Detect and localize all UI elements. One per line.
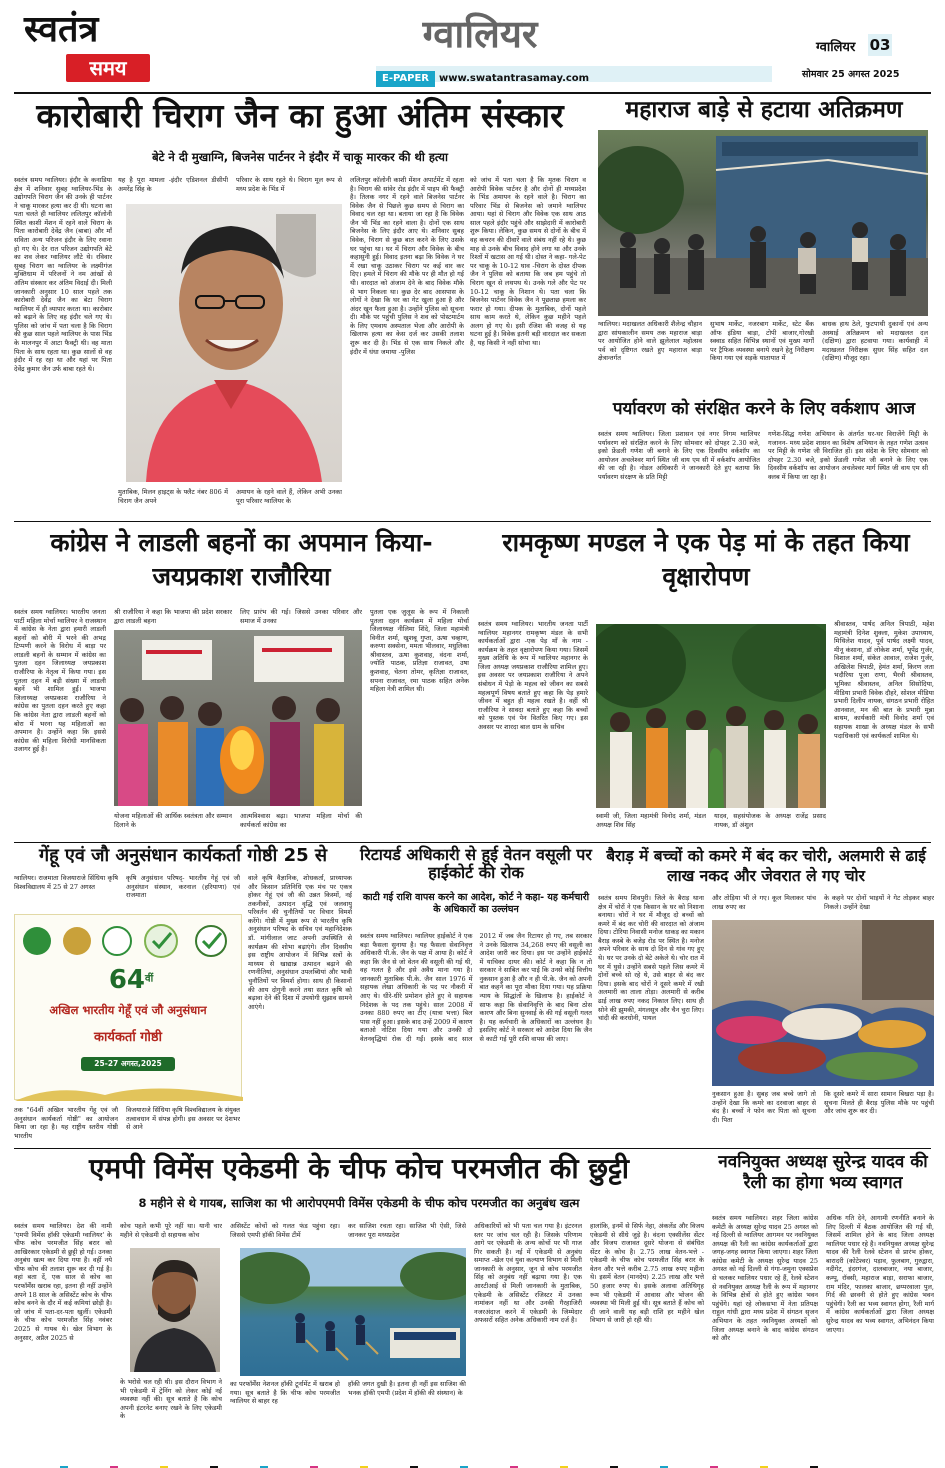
masthead-divider: [14, 92, 931, 94]
story8-col2-bottom: नुकसान हुआ है। सुबह जब बच्चे जागे तो उन्होंने देखा कि कमरे का दरवाजा बाहर से बंद है। बच्चों ने फोन कर पिता को सूचना दी। पिता: [712, 1090, 816, 1124]
epaper-label: E-PAPER: [376, 71, 435, 87]
story-hockey-coach: [14, 1152, 704, 1458]
street-scene-illustration: [598, 130, 928, 316]
story8-col3-top: के कहने पर दोनों भाइयों ने गेट तोड़कर बाहर निकले। उन्होंने देखा: [824, 894, 934, 911]
poster-number: $64^{वीं}$: [108, 965, 154, 995]
protest-illustration: [114, 630, 362, 806]
story-highcourt: [360, 846, 592, 1146]
story1-col5: को जांच में पता चला है कि मृतक चिराग व आरोपी विवेक पार्टनर है और दोनों ही मध्यप्रदेश के भिंड अमायन के रहने वाले है। चिराग का परिवार भिंड से बिजनेस को जमाने ग्वालियर आया। यहां से चिराग और विवेक एक साथ आठ साल पहले इंदौर पहुंचे और साझेदारी में कारोबारी शुरू किया। लेकिन, कुछ समय से दोनों के बीच में वह कचरन की दीवारें वाले संबंध नहीं रहे थे। कुछ माह से उनके बीच विवाद होने लगा था और उनके रिश्तों में खटास आ गई थी। दोस्त ने कहा- गले-पेट पर चाकू के 10-12 घाव -चिराग के दोस्त दीपक जैन ने पुलिस को बताया कि जब हम पहुंचे तो चिराग खून से लथपथ थे। उनके गले और पेट पर 10-12 चाकू के निशान थे। पता चला कि बिजनेस पार्टनर विवेक जैन ने पूछताछ हमला कर फरार हो गया। दीपक के मुताबिक, दोनों पहले साथ काम करते थे, लेकिन कुछ महीने पहले अलग हो गए थे। इसी रंजिश की वजह से यह घटना हुई है। विवेक इतनी बड़ी वारदात कर सकता है, यह किसी ने नहीं सोचा था।: [470, 176, 586, 347]
story9-col5: अधिकारियों को भी पता चल गया है। इंटरनल स्तर पर जांच चल रही है। जिसके परिणाम आगे पर एकेडमी के अन्य कोचों पर भी गाज गिर सकती है। नई में एकेडमी से अनुबंध समाप्त -खेल एवं युवा कल्याण विभाग से मिली जानकारी के अनुसार, जून से कोच परमजीत सिंह को अनुबंध नहीं बढ़ाया गया है। एक आरटीआई से मिली जानकारी के मुताबिक, एकेडमी के असिस्टेंट रजिस्टर में उनका नामांकन नहीं था और उनकी गैरहाजिरी नजरअंदाज करने में एकेडमी के जिम्मेदार अफसरों सहित अनेक अधिकारी नाम दर्ज है।: [474, 1222, 582, 1325]
story5-col2-bottom: स्वामी जी, जिला महामंत्री विनोद शर्मा, मंडल अध्यक्ष शिव सिंह: [596, 812, 706, 829]
story4-col3-top: लिए प्रारंभ की गई। जिससे उनका परिवार और समाज में उनका: [240, 608, 362, 625]
story1-col3-top: परिवार के साथ रहते थे। चिराग मूल रूप से मध्य प्रदेश के भिंड में: [236, 176, 342, 193]
story7-body: स्वतंत्र समय ग्वालियर। ग्वालियर हाईकोर्ट ने एक बड़ा फैसला सुनाया है। यह फैसला सेवानिवृत्त अधिकारी पी.के. जैन के पक्ष में आया है। कोर्ट ने कहा कि जैन से जो वेतन की वसूली की गई थी, वह गलत है और इसे अवैध माना गया है। जानकारी मुताबिक पी.के. जैन साल 1976 में सहायक लेखा अधिकारी के पद पर नौकरी में आए थे। धीरे-धीरे प्रमोशन होते हुए वे सहायक निदेशक के पद तक पहुंचे। साल 2008 में उनका 880 रुपए का टीए (यात्रा भत्ता) बिल पास नहीं हुआ। इसके बाद उन्हें 2009 में कारण बताओ नोटिस दिया गया और उनकी दो वेतनवृद्धियां रोक दी गईं। इसके बाद साल 2012 में जब जैन रिटायर हो गए, तब सरकार ने उनके खिलाफ 34,268 रुपए की वसूली का आदेश जारी कर दिया। इस पर उन्होंने हाईकोर्ट में याचिका दायर की। कोर्ट ने कहा कि न तो सरकार ने साबित कर पाई कि उनसे कोई वित्तीय नुकसान हुआ है और न ही पी.के. जैन को अपनी बात कहने का पूरा मौका दिया गया। यह प्रक्रिया न्याय के सिद्धांतों के खिलाफ है। हाईकोर्ट ने साफ कहा कि सेवानिवृत्ति के बाद बिना ठोस कारण और बिना सुनवाई के की गई वसूली गलत है। यह कर्मचारी के अधिकारों का उल्लंघन है। इसलिए कोर्ट ने सरकार को आदेश दिया कि जैन से काटी गई पूरी राशि वापस की जाए।: [360, 932, 592, 1043]
story9-col6: हालांकि, इनमें से सिर्फ नेहा, अंकलेंड और विजय एकेडमी से सीधे जुड़े है। वंदना एक्सीलेंस सेंटर और विजय राजावत दूसरे योजना से संबंधित सेंटर के कोच है। 2.75 लाख वेतन-भत्ते - एकेडमी के चीफ कोच परमजीत सिंह बरार के वेतन और भत्ते करीब 2.75 लाख रुपए महीना थे। इसमें वेतन (मानदेय) 2.25 लाख और भत्ते 50 हजार रुपए थे। इसके अलावा अतिथिगृह रूम भी एकेडमी में आवास और भोजन की व्यवस्था भी मिली हुई थी। सूत्र बताते हैं कोच को दी जाने वाली यह बड़ी राशि हर महीने खेल विभाग से जारी हो रही थी।: [590, 1222, 704, 1325]
story9-headline[interactable]: एमपी विमेंस एकेडमी के चीफ कोच परमजीत की छुट्टी: [89, 1152, 629, 1185]
website-url[interactable]: www.swatantrasamay.com: [439, 73, 590, 84]
page-info: [788, 32, 938, 86]
story5-col1: स्वतंत्र समय ग्वालियर। भारतीय जनता पार्टी ग्वालियर महानगर रामकृष्ण मंडल के सभी कार्यकर्ताओं द्वारा -एक पेड़ माँ के नाम - कार्यक्रम के तहत वृक्षारोपण किया गया। जिसमें मुख्य अतिथि के रूप में ग्वालियर महानगर के जिला अध्यक्ष जयप्रकाश राजौरिया शामिल हुए। इस अवसर पर जयप्रकाश राजौरिया ने अपने संबोधन में पेड़ो के महत्व को जीवन का सबसे महत्वपूर्ण विषय बताते हुए कहा कि पेड़ हमारे जीवन में बहुत ही महत्व रखते है। वहीं श्री राजौरिया ने सावदा बताते हुए कहा कि बच्चों को पुस्तक एवं पेन वितरित किए गए। इस अवसर पर शारदा बाल ग्राम के सचिव: [478, 620, 588, 731]
story4-col2-bottom: योजना महिलाओं की आर्थिक स्वतंत्रता और सम्मान दिलाने के: [114, 812, 232, 829]
story5-headline[interactable]: रामकृष्ण मण्डल ने एक पेड़ मां के तहत किया वृक्षारोपण: [502, 528, 910, 591]
poster-logos: [21, 921, 237, 961]
poster-title-line1: अखिल भारतीय गेहूँ एवं जौ अनुसंधान: [49, 1003, 207, 1017]
story4-col3-bottom: आत्मविश्वास बढ़ा। भाजपा महिला मोर्चा की कार्यकर्ता कांग्रेस का: [240, 812, 362, 829]
story-encroachment: [594, 96, 934, 396]
edition-city: ग्वालियर: [422, 12, 538, 56]
brand-logo[interactable]: [24, 10, 154, 86]
story7-subhead: काटी गई राशि वापस करने का आदेश, कोर्ट ने कहा- यह कर्मचारी के अधिकारों का उल्लंघन: [362, 892, 590, 916]
story3-col1: स्वतंत्र समय ग्वालियर। जिला प्रशासन एवं नगर निगम ग्वालियर पर्यावरण को संरक्षित करने के लिए सोमवार को दोपहर 2.30 बजे, इको फ्रेंडली गणेश जी बनाने के लिए एक दिवसीय वर्कशॉप का आयोजन अचलेश्वर मार्ग स्थित जी वाय एम सी में वर्कशॉप आयोजित की जा रही है। नोडल अधिकारी ने जानकारी देते हुए बताया कि पर्यावरण संरक्षण के प्रति मिट्टी: [598, 430, 760, 481]
story8-col3-bottom: कि दूसरे कमरे में सारा सामान बिखरा पड़ा है। सूचना मिलते ही बैराड़ पुलिस मौके पर पहुंची और जांच शुरू कर दी।: [824, 1090, 934, 1116]
encroachment-photo: [598, 130, 928, 316]
story9-col4-top: कर साजिश रचता रहा। साजिश भी ऐसी, जिसे जानकर पूरा मध्यप्रदेश: [348, 1222, 466, 1239]
story-theft-bairad: [598, 846, 934, 1146]
story1-col3-bottom: अमायन के रहने वाले हैं, लेकिन अभी उनका पूरा परिवार ग्वालियर के: [236, 488, 342, 505]
story9-col4-bottom: हॉकी जगत दुखी है। इतना ही नहीं इस साजिश की भनक हॉकी एमपी (प्रदेश में हॉकी की संस्थान) के: [348, 1380, 466, 1397]
issue-date: सोमवार 25 अगस्त 2025: [802, 69, 900, 80]
story-tree-plantation: [478, 526, 934, 840]
story7-headline[interactable]: रिटायर्ड अधिकारी से हुई वेतन वसूली पर हाईकोर्ट की रोक: [360, 845, 592, 882]
hockey-players-illustration: [240, 1248, 466, 1376]
story9-col3-top: असिस्टेंट कोचों को गलत फंड पहुंचा रहा। जिससे एमपी हॉकी विमेंस टीमें: [230, 1222, 340, 1239]
story2-col1: ग्वालियर। मदाखलत अधिकारी शैलेन्द्र चौहान द्वारा सांयकालीन समय तक महाराज बाड़ा पर आयोजित होने वाले झूलेलाल महोत्सव पर्व को दृष्टिगत रखते हुए महाराज बाड़ा क्षेत्रान्तर्गत: [598, 320, 702, 363]
story9-subhead: 8 महीने से थे गायब, साजिश का भी आरोपएमपी विमेंस एकेडमी के चीफ कोच परमजीत का अनुबंध खत्म: [138, 1196, 580, 1210]
brand-bottom: समय: [89, 56, 127, 80]
story8-col2-top: और तोड़िया भी ले गए। कूल मिलाकर पांच लाख रुपए का: [712, 894, 816, 911]
coach-portrait-illustration: [130, 1248, 220, 1372]
scattered-clothes-illustration: [712, 920, 934, 1086]
story1-col2-bottom: मुताबिक, मिलन हाइट्स के फ्लैट नंबर 806 में चिराग जैन अपने: [118, 488, 228, 505]
story6-col2-top: कृषि अनुसंधान परिषद्- भारतीय गेहूं एवं जौ अनुसंधान संस्थान, करनाल (हरियाणा) एवं राजमाता: [126, 874, 240, 900]
story-chirag-jain: [14, 96, 586, 517]
plantation-illustration: [596, 624, 826, 808]
story-ladli-behna: [14, 526, 469, 840]
story2-col3: बाधक हाथ ठेले, फुटपाथी दुकानों एवं अन्य अस्थाई अतिक्रमण को मदाखलत दल (दक्षिण) द्वारा हटवाया गया। कार्यवाही में मदाखलत निरीक्षक सुधर सिंह सहित दल (दक्षिण) मौजूद रहा।: [822, 320, 928, 363]
story1-col4: ललितपुर कॉलोनी काशी मेंशन अपार्टमेंट में रहता है। चिराग की सांवेर रोड इंदौर में पाइप की फैक्ट्री है। तिलक नगर में रहने वाले बिजनेस पार्टनर विवेक जैन से पिछले कुछ समय से चिराग का विवाद चल रहा था। बताया जा रहा है कि विवेक जैन भी भिंड का रहने वाला है। दोनों एक साथ बिजनेस के लिए इंदौर आए थे। शनिवार सुबह विवेक, चिराग से कुछ बात करने के लिए उसके घर पहुंचा था। घर में चिराग और विवेक के बीच कहासुनी हुई। विवाद इतना बढ़ा कि विवेक ने घर में रखा चाकू उठाकर चिराग पर कई वार कर दिए। हमले में चिराग की मौके पर ही मौत हो गई थी। वारदात को अंजाम देने के बाद विवेक मौके से भाग निकला था। कुछ देर बाद आसपास के लोगों ने देखा कि घर का गेट खुला हुआ है और अंदर खून फैला हुआ है। उन्होंने पुलिस को सूचना दी। मौके पर पहुंची पुलिस ने शव को पोस्टमार्टम के लिए एमवाय अस्पताल भेजा और आरोपी के खिलाफ हत्या का केस दर्ज कर उसकी तलाश शुरू कर दी है। भिंड से एक साथ निकले और इंदौर में धंधा जमाया -पुलिस: [350, 176, 464, 356]
poster-title-line2: कार्यकर्ता गोष्ठी: [94, 1030, 162, 1045]
page-city: ग्वालियर: [816, 40, 856, 55]
story4-col1: स्वतंत्र समय ग्वालियर। भारतीय जनता पार्टी महिला मोर्चा ग्वालियर ने राजस्थान में कांग्रेस के नेता द्वारा हमारी लाडली बहनों को बोरी में भरने की अभद्र टिप्पणी करने के विरोध में बाड़ा पर लाडली बहनों के सम्मान में कांग्रेस का पुतला दहन जिलाध्यक्ष जयप्रकाश राजौरिया के नेतृत्व में किया गया। इस पुतला दहन में बड़ी संख्या में लाडली बहनें भी शामिल हुईं। भाजपा जिलाध्यक्ष जयप्रकाश राजौरिया ने कांग्रेस का पुतला दहन करते हुए कहा कि कांग्रेस नेता द्वारा लाडली बहनों को बोरा में भरना यह महिलाओं का अपमान है। उन्होंने कहा कि इससे कांग्रेस की महिला विरोधी मानसिकता उजागर हुई है।: [14, 608, 106, 754]
story9-col2-bottom: के भरोसे चल रही थी। इस दौरान विभाग ने भी एकेडमी में ट्रेनिंग को लेकर कोई नई व्यवस्था नहीं की। सूत्र बताते है कि कोच अपनी इंटरनेट बनाए रखने के लिए एकेडमी के: [120, 1378, 222, 1421]
story6-headline[interactable]: गेंहू एवं जौ अनुसंधान कार्यकर्ता गोष्ठी 25 से: [38, 845, 328, 866]
story5-col4: श्रीवास्तव, पार्षद अनिल त्रिपाठी, महेश महामंत्री दिनेश शुक्ला, मुकेश उपाध्याय, मिथिलेश यादव, पूर्व पार्षद लक्ष्मी यादव, मीनू कंसाना, डॉ लोकेश शर्मा, भूपेंद्र गुर्जर, विशाल शर्मा, संकेत आवाल, राजेश गुर्जर, अखिलेश त्रिपाठी, हेमंत शर्मा, किरण लता भदौरिया पूजा राणा, भैरवी श्रीवास्तव, भूमिका श्रीवास्तव, अनिल सिसोदिया, मीडिया प्रभारी विवेक दौहरे, सोशल मीडिया प्रभारी दिलीप नायक, संगठन प्रभारी रोहित आनवाल, मन की बात के प्रभारी मुन्ना बाथम, कार्यकारी मंत्री विनोद शर्मा एवं सहायक शाखा के अध्यक्ष मंडल के सभी पदाधिकारी एवं कार्यकर्ता शामिल थे।: [834, 620, 934, 740]
story2-col2: सुभाष मार्केट, नजरबाग मार्केट, स्टेट बैंक ऑफ इंडिया बाड़ा, टोपी बाजार,गोरखी स्क्वाड सहित विभिन्न स्थानों एवं मुख्य मार्गों पर ट्रैफिक व्यवस्था बनाये रखने हेतु निरीक्षण किया गया एवं सड़कें यातायात में: [710, 320, 814, 363]
story4-headline[interactable]: कांग्रेस ने लाडली बहनों का अपमान किया-जयप्रकाश राजौरिया: [50, 528, 433, 591]
color-registration-strip: [0, 1459, 945, 1468]
page-number: 03: [869, 36, 891, 54]
story10-col1: स्वतंत्र समय ग्वालियर। शहर जिला कांग्रेस कमेटी के अध्यक्ष सुरेन्द्र यादव 25 अगस्त को नई दिल्ली से ग्वालियर आगमन पर नवनियुक्त अध्यक्ष की रैली का कांग्रेस कार्यकर्ताओं द्वारा जगह-जगह स्वागत किया जाएगा। शहर जिला कांग्रेस कमेटी के अध्यक्ष सुरेन्द्र यादव 25 अगस्त को नई दिल्ली से गंगा-जमुना एक्सप्रेस से चलकर ग्वालियर पधार रहे हैं, रेलवे स्टेशन से नवनियुक्त अध्यक्ष रैली के रूप में महानगर के विभिन्न क्षेत्रों से होते हुए कांग्रेस भवन पहुंचेंगे। यहां रहे लोकसभा में नेता प्रतिपक्ष राहुल गांधी द्वारा मध्य प्रदेश में संगठन सृजन अभियान के तहत नवनियुक्त अध्यक्षों को जिला अध्यक्ष बनाने के बाद कांग्रेस संगठन को और: [712, 1214, 818, 1343]
story1-col2-top: यह है पूरा मामला -इंदौर एडिशनल डीसीपी अमरेंद्र सिंह के: [118, 176, 228, 193]
story6-col1-bottom: तक "64वीं अखिल भारतीय गेंहू एवं जौ अनुसंधान कार्यकर्ता गोष्ठी" का आयोजन किया जा रहा है। यह राष्ट्रीय स्तरीय गोष्ठी भारतीय: [14, 1106, 118, 1140]
section-divider-3: [14, 1148, 931, 1149]
story-workshop: [594, 398, 934, 518]
coach-photo: [130, 1248, 220, 1372]
epaper-bar: [376, 66, 772, 82]
section-divider-1: [14, 521, 931, 522]
section-divider-2: [14, 842, 931, 843]
story9-col1: स्वतंत्र समय ग्वालियर। देश की नामी 'एमपी विमेंस हॉकी एकेडमी ग्वालियर' के चीफ कोच परमजीत सिंह बरार को आखिरकार एकेडमी से छुट्टी हो गई। उनका अनुबंध खत्म कर दिया गया है। वहीं नये चीफ कोच की तलाश शुरू कर दी गई है। वहां बता दें, एक साल से कोच का परफॉर्मेंस खराब रहा, इतना ही नहीं उन्होंने अपने 18 साल के असिस्टेंट कोच के चीफ कोच बनने के दौर में कई कमियां छोड़ी है। जो जांच में पता-दर-पता खुलीं। एकेडमी के चीफ कोच परमजीत सिंह नवंबर 2025 से गायब थे। खेल विभाग के अनुसार, अप्रैल 2025 से: [14, 1222, 112, 1342]
wheat-gosthi-poster: [14, 914, 242, 1100]
story9-col2-top: कोच पहले कभी पूरे नहीं था। यानी चार महीने से एकेडमी दो सहायक कोच: [120, 1222, 222, 1239]
story3-col2: गणेश-सिद्ध गणेश अभियान के अंतर्गत घर-घर विराजेंगे मिट्टी के गजानन- मध्य प्रदेश शासन का विशेष अभियान के तहत गणेश उत्सव पर मिट्टी के गणेश जी विराजित हों। इस संदेश के लिए सोमवार को दोपहर 2.30 बजे, इको फ्रेंडली गणेश जी बनाने के लिए एक दिवसीय वर्कशॉप का आयोजन अचलेश्वर मार्ग स्थित जी वाय एम सी क्लब में किया जा रहा है।: [768, 430, 928, 481]
theft-scene-photo: [712, 920, 934, 1086]
story6-col3: वाले कृषि वैज्ञानिक, शोधकर्ता, प्राध्यापक और किसान प्रतिनिधि एक मंच पर एकत्र होकर गेहूं एवं जौ की उन्नत किस्मों, नई तकनीकों, उत्पादन वृद्धि एवं जलवायु परिवर्तन की चुनौतियों पर विचार विमर्श करेंगे। गोष्ठी में मुख्य रूप से भारतीय कृषि अनुसंधान परिषद के सचिव एवं महानिदेशक डॉ. मांगीलाल जाट अपनी उपस्थिति से कार्यक्रम की शोभा बढ़ाएंगे। तीन दिवसीय इस राष्ट्रीय आयोजन में विभिन्न सत्रों के माध्यम से खाद्यान्न उत्पादन बढ़ाने की रणनीतियां, अनुसंधान उपलब्धियां और भावी चुनौतियों पर विमर्श होगा। साथ ही किसानों की आय दोगुनी करने तथा सतत कृषि को बढ़ावा देने की दिशा में उपयोगी सुझाव सामने आएंगे।: [248, 874, 352, 1011]
story1-subhead: बेटे ने दी मुखाग्नि, बिजनेस पार्टनर ने इंदौर में चाकू मारकर की थी हत्या: [152, 150, 448, 164]
story6-col1-top: ग्वालियर। राजमाता विजयाराजे सिंधिया कृषि विश्वविद्यालय में 25 से 27 अगस्त: [14, 874, 118, 891]
brand-top: स्वतंत्र: [24, 9, 99, 50]
story4-col2-top: श्री राजौरिया ने कहा कि भाजपा की प्रदेश सरकार द्वारा लाडली बहना: [114, 608, 232, 625]
story1-col1: स्वतंत्र समय ग्वालियर। इंदौर के कनाडिया क्षेत्र में शनिवार सुबह ग्वालियर-भिंड के उद्योगपति चिराग जैन की उनके ही पार्टनर ने चाकू मारकर हत्या कर दी थी। घटना का पता चलते ही ग्वालियर ललितपुर कॉलोनी स्थित काशी मेंशन में रहने वाले चिराग के पिता कारोबारी देवेंद्र जैन (बाबा) और माँ सविता अन्य परिजन इंदौर के लिए रवाना हो गए थे। देर रात परिजन उद्योगपति बेटे का शव लेकर ग्वालियर लौटे थे। रविवार सुबह चिराग का ग्वालियर के लक्ष्मीगंज मुक्तिधाम में परिजनों ने नम आंखों से अंतिम संस्कार कर अंतिम विदाई दी। मिली जानकारी अनुसार 10 साल पहले तक कारोबारी देवेंद्र जैन का बेटा चिराग ग्वालियर में ही व्यापार करता था। कारोबार को बढ़ाने के लिए वह इंदौर चले गए थे। पुलिस को जांच में पता चला है कि चिराग की कुछ साल पहले ग्वालियर के पास भिंड के मालनपुर में आटा फैक्ट्री थी। वह माता पिता के साथ रहता था। कुछ सालों से वह इंदौर में रह रहा था और यहां पर पिता देवेंद्र कुमार जैन उर्फ बाबा रहते थे।: [14, 176, 112, 373]
story8-col1: स्वतंत्र समय शिवपुरी। जिले के बैराड़ थाना क्षेत्र में चोरों ने एक किसान के घर को निशाना बनाया। चोरों ने घर में मौजूद दो बच्चों को कमरे में बंद कर चोरी की वारदात को अंजाम दिया। टोरिया निवासी मनोज धाकड़ का मकान बैराड़ कस्बे के बजेड़ रोड पर स्थित है। मनोज अपने परिवार के साथ दो दिन से गांव गए हुए थे। घर पर उनके दो बेटे अकेले थे। चोर रात में घर में घुसे। उन्होंने सबसे पहले जिस कमरे में दोनों बच्चे सो रहे थे, उसे बाहर से बंद कर दिया। इसके बाद चोरों ने दूसरे कमरे में रखी अलमारी का ताला तोड़ा। अलमारी से करीब ढाई लाख रुपए नकद निकाल लिए। साथ ही सोने की झुमकी, मंगलसूत्र और चैन चुरा लिए। चांदी की करधोनी, पायल: [598, 894, 704, 1023]
story3-headline[interactable]: पर्यावरण को संरक्षित करने के लिए वर्कशाप आज: [612, 399, 916, 419]
story-surendra-yadav: [712, 1152, 934, 1458]
masthead: [0, 0, 945, 92]
poster-dates: 25-27 अगस्त,2025: [81, 1057, 175, 1071]
story5-col3-bottom: यादव, सहसंयोजक के अध्यक्ष राजेंद्र प्रसाद नायक, डॉ अंशुल: [714, 812, 826, 829]
wheat-ears-decoration: [15, 1079, 243, 1101]
chirag-jain-photo: [126, 204, 342, 482]
plantation-photo: [596, 624, 826, 808]
effigy-protest-photo: [114, 630, 362, 806]
story9-col3-bottom: का परफॉर्मेंस नेशनल हॉकी टूर्नामेंट में खराब हो गया। सूत्र बताते है कि चीफ कोच परमजीत ग्वालियर से बाहर रह: [230, 1380, 340, 1406]
story-wheat-research: [14, 846, 352, 1146]
story10-col2: अधिक गति देने, आगामी रणनीति बनाने के लिए दिल्ली में बैठक आयोजित की गई थी, जिसमें शामिल होने के बाद जिला अध्यक्ष ग्वालियर पधार रहे है। नवनियुक्त अध्यक्ष सुरेन्द्र यादव की रैली रेलवे स्टेशन से प्रारंभ होकर, बारादरी (कोटेश्वर) पड़ाव, फूलबाग, गुरुद्वारा, नदीगेट, इंदरगंज, दालबाजार, नया बाजार, कम्पू, रॉक्सी, महाराज बाड़ा, सराफा बाजार, राम मंदिर, फालका बाजार, छप्परवाला पुल, गिर्द की छावनी से होते हुए कांग्रेस भवन पहुंचेगी। रैली का भव्य स्वागत होगा, रैली मार्ग में कांग्रेस कार्यकर्ताओं द्वारा जिला अध्यक्ष सुरेन्द्र यादव का भव्य स्वागत, अभिनंदन किया जाएगा।: [826, 1214, 934, 1334]
portrait-illustration: [126, 204, 342, 482]
story4-col4: पुतला एक जुलूस के रूप में निकाली पुतला दहन कार्यक्रम में महिला मोर्चा जिलाध्यक्ष नीलिमा शिंदे, जिला महामंत्री विनीत शर्मा, खुशबू गुप्ता, ऊषा चव्हाण, करुणा सक्सेना, ममता भीलवार, मधुलिका श्रीवास्तव, ऊषा कुशवाह, वंदना शर्मा, ज्योति पाठक, प्रतिज्ञा राजावत, उषा कुशवाह, चेतना तोमर, कृतिज्ञा राजावत, सपना राजावत, रमा पाठक सहित अनेक महिला नेत्री शामिल थी।: [370, 608, 469, 694]
story8-headline[interactable]: बैराड़ में बच्चों को कमरे में बंद कर चोरी, अलमारी से ढाई लाख नकद और जेवरात ले गए चोर: [606, 847, 926, 886]
story6-col2-bottom: विजयाराजे सिंधिया कृषि विश्वविद्यालय के संयुक्त तत्वावधान में संपन्न होगी। इस अवसर पर देशभर से आने: [126, 1106, 240, 1132]
story10-headline[interactable]: नवनियुक्त अध्यक्ष सुरेन्द्र यादव की रैली का होगा भव्य स्वागत: [718, 1152, 928, 1194]
story1-headline[interactable]: कारोबारी चिराग जैन का हुआ अंतिम संस्कार: [36, 96, 564, 135]
hockey-field-photo: [240, 1248, 466, 1376]
story2-headline[interactable]: महाराज बाड़े से हटाया अतिक्रमण: [625, 97, 903, 123]
